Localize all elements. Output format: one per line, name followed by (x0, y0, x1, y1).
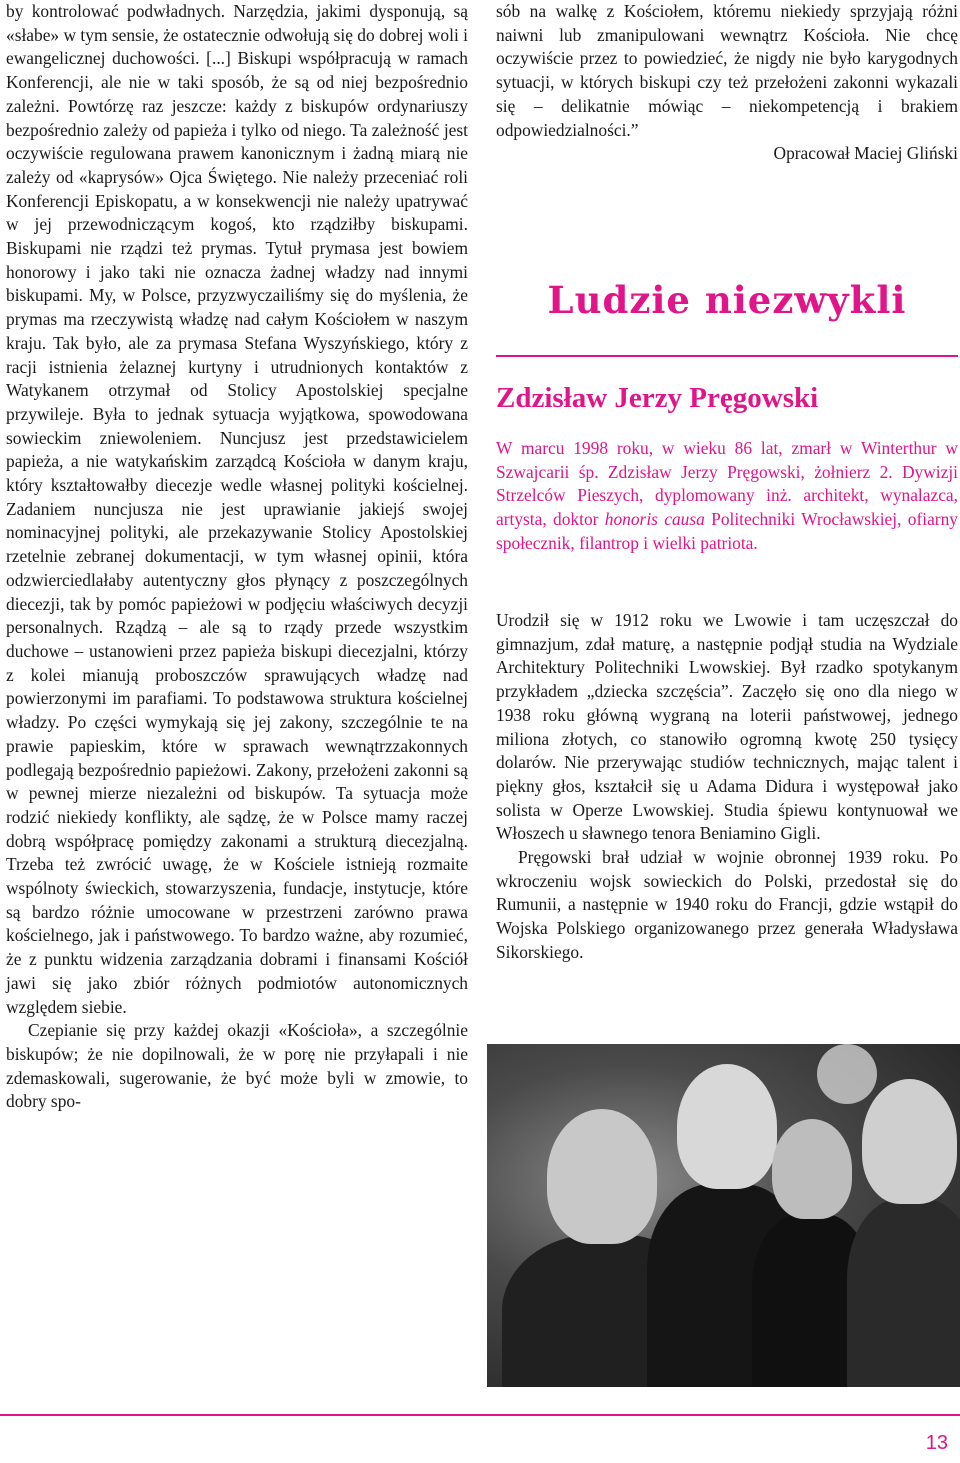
section-rule (496, 355, 958, 357)
right-column-top (496, 0, 958, 166)
article-body (496, 609, 958, 965)
group-photo (487, 1044, 960, 1387)
left-paragraph-1: by kontrolować podwładnych. Narzędzia, jakimi dysponują, są «słabe» w tym sensie, że ostatecznie odwołują się do dobrej woli i ewangelicznej duchowości. [...] Biskupi współpracują w ramach Konferencji, ale nie w taki sposób, że są od niej bezpośrednio zależni. Powtórzę raz jeszcze: każdy z biskupów ordynariuszy bezpośrednio zależy od papieża i tylko od niego. Ta zależność jest oczywiście regulowana prawem kanonicznym i żadną miarą nie zależy od «kaprysów» Ojca Świętego. Nie należy przeceniać roli Konferencji Episkopatu, a w konsekwencji nie należy upatrywać w jej przewodniczącym kogoś, kto rządziłby biskupami. Biskupami nie rządzi też prymas. Tytuł prymasa jest bowiem honorowy i jako taki nie oznacza żadnej władzy nad innymi biskupami. My, w Polsce, przyzwyczailiśmy się do myślenia, że prymas ma rzeczywistą władzę nad całym Kościołem w naszym kraju. Tak było, ale za prymasa Stefana Wyszyńskiego, który z racji istnienia żelaznej kurtyny i utrudnionych kontaktów z Watykanem otrzymał od Stolicy Apostolskiej specjalne przywileje. Była to jednak sytuacja wyjątkowa, spowodowana sowieckim zniewoleniem. Nuncjusz jest przedstawicielem papieża, a nie watykańskim zarządcą Kościoła w danym kraju, który kształtowałby diecezje wedle własnej polityki kościelnej. Zadaniem nuncjusza nie jest uprawianie jakiejś swojej nominacyjnej polityki, ale przekazywanie Stolicy Apostolskiej rzetelnie zebranej dokumentacji, w tym własnej opinii, która odzwierciedlałaby autentyczny głos płynący z poszczególnych diecezji, tak by pomóc papieżowi w podjęciu właściwych decyzji personalnych. Rządzą – ale są to rządy przede wszystkim duchowe – ustanowieni przez papieża biskupi diecezjalni, którzy z kolei mianują proboszczów sprawujących władzę nad powierzonymi im parafiami. To podstawowa struktura kościelnej władzy. Po części wymykają się jej zakony, szczególnie te na prawie papieskim, które w sprawach wewnątrzzakonnych podlegają bezpośrednio papieżowi. Zakony, przełożeni zakonni są w pewnej mierze niezależni od biskupów. Ta sytuacja może rodzić niekiedy konflikty, ale sądzę, że w Polsce mamy raczej dobrą współpracę pomiędzy zakonami a strukturą diecezjalną. Trzeba też zwrócić uwagę, że w Kościele istnieją rozmaite wspólnoty świeckich, stowarzyszenia, fundacje, instytucje, które są bardzo różnie umocowane w przestrzeni zarówno prawa kościelnego, jak i państwowego. To bardzo ważne, aby rozumieć, że z punktu widzenia zarządzania dobrami i finansami Kościół jawi się jako zbiór różnych podmiotów autonomicznych względem siebie. (6, 1, 468, 1017)
page-number: 13 (925, 1432, 948, 1454)
article-title: Zdzisław Jerzy Pręgowski (496, 382, 819, 414)
lead-text-start: W marcu 1998 roku, w wieku 86 lat, zmarł w Winterthur w Szwajcarii śp. Zdzisław Jerzy Pręgowski, żołnierz 2. Dywizji Strzelców Pieszych, dyplomowany inż. architekt, wynalazca, artysta, doktor (496, 438, 958, 530)
photo-person-3-head (772, 1119, 852, 1219)
right-continuation-text: sób na walkę z Kościołem, któremu niekiedy sprzyjają różni naiwni lub zmanipulowani wewnątrz Kościoła. Nie chcę oczywiście przez to powiedzieć, że nigdy nie było karygodnych sytuacji, w których biskupi czy też przełożeni zakonni wykazali się – delikatnie mówiąc – niekompetencją i brakiem odpowiedzialności.” (496, 1, 958, 140)
photo-person-2-head (677, 1064, 777, 1189)
photo-person-4-body (847, 1199, 960, 1387)
lead-italic: honoris causa (604, 509, 705, 530)
footer-rule (0, 1414, 960, 1416)
left-column (6, 0, 468, 1114)
section-title: Ludzie niezwykli (547, 278, 907, 322)
photo-person-4-head (862, 1079, 957, 1204)
lead-text-end: Politechniki Wrocławskiej, ofiarny społecznik, filantrop i wielki patriota. (496, 509, 958, 553)
left-paragraph-2: Czepianie się przy każdej okazji «Kościoła», a szczególnie biskupów; że nie dopilnowali, że w porę nie przyłapali i nie zdemaskowali, sugerowanie, że być może byli w zmowie, to dobry spo- (6, 1020, 468, 1112)
photo-person-1-head (547, 1109, 657, 1244)
author-signature: Opracował Maciej Gliński (773, 143, 958, 164)
article-paragraph-1: Urodził się w 1912 roku we Lwowie i tam uczęszczał do gimnazjum, zdał maturę, a następnie podjął studia na Wydziale Architektury Politechniki Lwowskiej. Był rzadko spotykanym przykładem „dziecka szczęścia”. Zaczęło się ono dla niego w 1938 roku główną wygraną na loterii państwowej, jednego miliona złotych, co stanowiło ogromną kwotę 250 tysięcy dolarów. Nie przerywając studiów technicznych, mając talent i piękny głos, kształcił się u Adama Didura i występował jako solista w Operze Lwowskiej. Studia śpiewu kontynuował we Włoszech u sławnego tenora Beniamino Gigli. (496, 610, 958, 844)
article-lead (496, 437, 958, 556)
photo-lamp (817, 1044, 877, 1104)
article-paragraph-2: Pręgowski brał udział w wojnie obronnej 1939 roku. Po wkroczeniu wojsk sowieckich do Polski, przedostał się do Rumunii, a następnie w 1940 roku do Francji, gdzie wstąpił do Wojska Polskiego organizowanego przez generała Władysława Sikorskiego. (496, 847, 958, 962)
